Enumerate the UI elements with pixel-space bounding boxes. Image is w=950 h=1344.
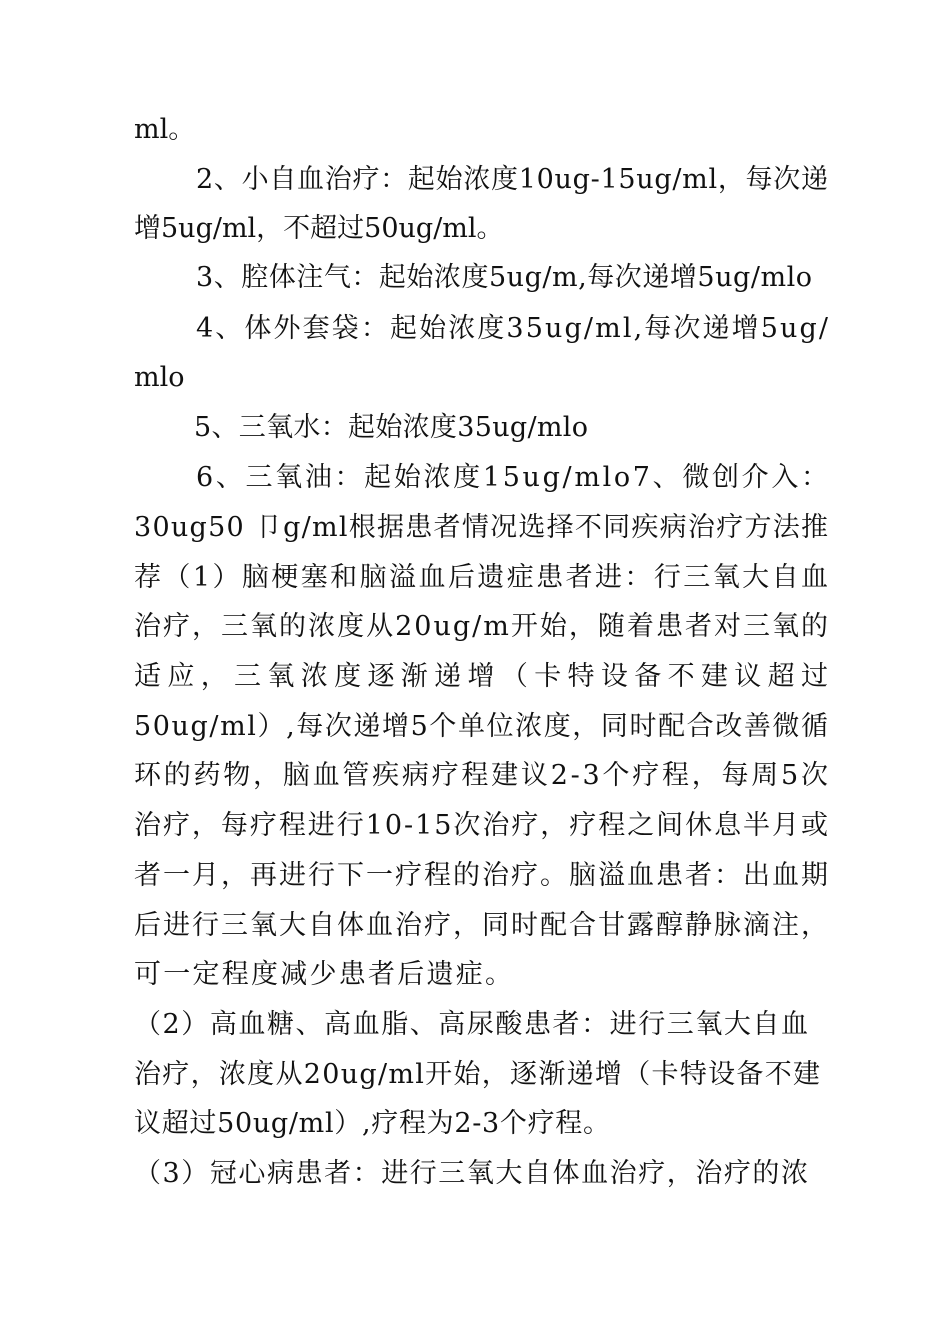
text-line-content: 治疗，每疗程进行10-15次治疗，疗程之间休息半月或 [134, 810, 830, 841]
text-line-content: （3）冠心病患者：进行三氧大自体血治疗，治疗的浓 [134, 1158, 810, 1189]
text-line-content: 30ug50 卩g/ml根据患者情况选择不同疾病治疗方法推 [134, 512, 830, 543]
text-line [0, 806, 950, 846]
text-line [0, 408, 950, 448]
text-line-content: 议超过50ug/ml）,疗程为2-3个疗程。 [134, 1108, 611, 1139]
text-line [0, 707, 950, 747]
text-line-content: 环的药物，脑血管疾病疗程建议2-3个疗程，每周5次 [134, 760, 831, 791]
text-line [0, 458, 950, 498]
text-line-content: 后进行三氧大自体血治疗，同时配合甘露醇静脉滴注， [134, 910, 830, 941]
text-line-content: 6、三氧油：起始浓度15ug/mlo7、微创介入： [196, 462, 831, 493]
text-line [0, 657, 950, 697]
text-line-content: 50ug/ml）,每次递增5个单位浓度，同时配合改善微循 [134, 711, 830, 742]
text-line [0, 1005, 950, 1045]
text-line [0, 756, 950, 796]
text-line [0, 955, 950, 995]
text-line [0, 558, 950, 598]
text-line [0, 906, 950, 946]
text-line-content: （2）高血糖、高血脂、高尿酸患者：进行三氧大自血 [134, 1009, 810, 1040]
text-line [0, 508, 950, 548]
text-line [0, 1104, 950, 1144]
text-line-content: 3、腔体注气：起始浓度5ug/m,每次递增5ug/mlo [196, 262, 813, 293]
text-line-content: 5、三氧水：起始浓度35ug/mlo [194, 412, 589, 443]
text-line [0, 1154, 950, 1194]
text-line-content: 适应，三氧浓度逐渐递增（卡特设备不建议超过 [134, 661, 835, 692]
text-line [0, 358, 950, 398]
text-line-content: 增5ug/ml，不超过50ug/ml。 [134, 213, 504, 244]
text-line-content: 可一定程度减少患者后遗症。 [134, 959, 515, 990]
text-line [0, 110, 950, 150]
text-line-content: 2、小自血治疗：起始浓度10ug-15ug/ml，每次递 [196, 164, 829, 195]
text-line [0, 160, 950, 200]
text-line-content: 治疗，三氧的浓度从20ug/m开始，随着患者对三氧的 [134, 611, 831, 642]
text-line-content: mlo [134, 362, 185, 393]
text-line-content: ml。 [134, 114, 196, 145]
text-line [0, 1055, 950, 1095]
text-line [0, 856, 950, 896]
text-line-content: 4、体外套袋：起始浓度35ug/ml,每次递增5ug/ [196, 313, 831, 344]
text-line-content: 荐（1）脑梗塞和脑溢血后遗症患者进：行三氧大自血 [134, 562, 831, 593]
text-line-content: 者一月，再进行下一疗程的治疗。脑溢血患者：出血期 [134, 860, 830, 891]
text-line [0, 209, 950, 249]
text-line [0, 309, 950, 349]
text-line-content: 治疗，浓度从20ug/ml开始，逐渐递增（卡特设备不建 [134, 1059, 822, 1090]
text-line [0, 258, 950, 298]
text-line [0, 607, 950, 647]
